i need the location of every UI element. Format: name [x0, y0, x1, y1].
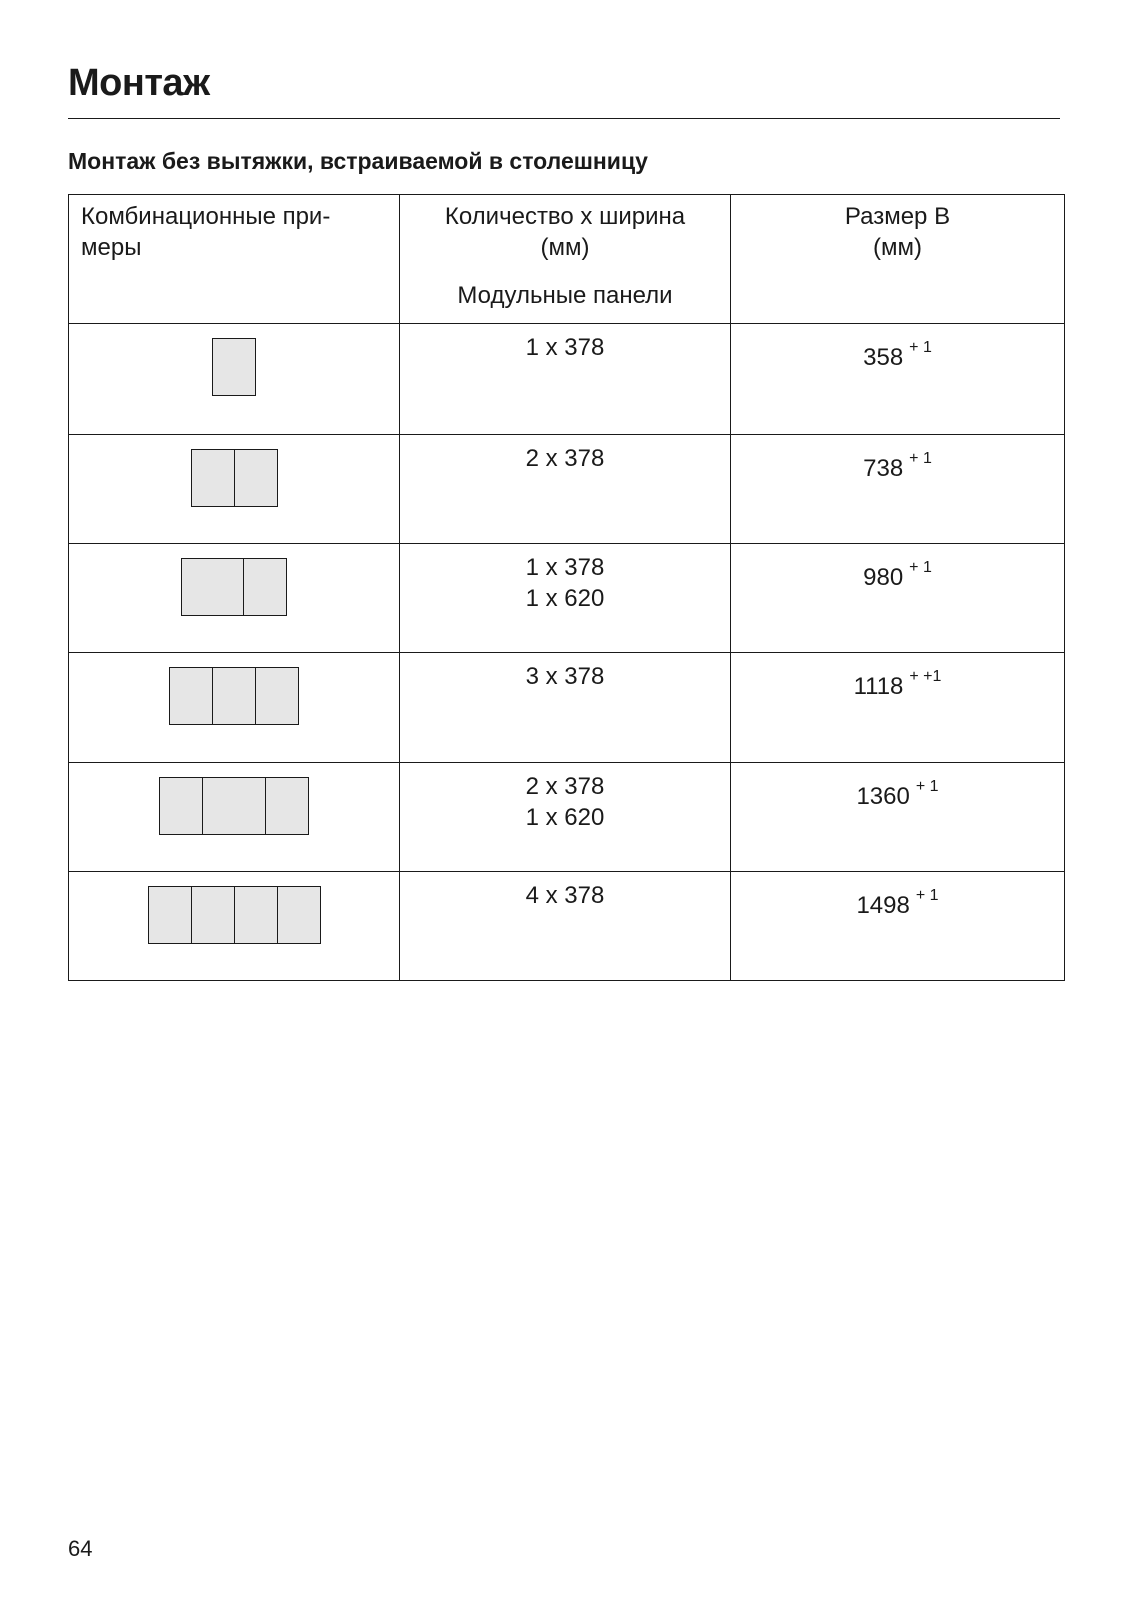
module-panel-378: [159, 777, 203, 835]
quantity-line: 2 x 378: [525, 445, 605, 472]
panel-diagram: [69, 886, 399, 944]
header-size-b: [731, 195, 1065, 324]
combination-diagram-cell: [69, 324, 400, 435]
panel-diagram: [69, 338, 399, 396]
header-col3-line1: Размер B: [844, 203, 951, 230]
table-row: [69, 763, 1065, 872]
header-combination-examples: [69, 195, 400, 324]
size-value: 738: [863, 455, 904, 482]
size-tolerance: + 1: [909, 339, 932, 356]
quantity-line: 1 x 378: [525, 554, 605, 581]
header-quantity-width: [400, 195, 731, 324]
size-value: 1118: [853, 673, 904, 700]
section-subtitle: Монтаж без вытяжки, встраиваемой в столешницу: [68, 148, 648, 174]
module-panel-378: [266, 777, 309, 835]
panel-diagram: [69, 667, 399, 725]
page-title: Монтаж: [68, 62, 210, 104]
table-header-row: [69, 195, 1065, 324]
panel-diagram: [69, 777, 399, 835]
header-col1-line2: меры: [81, 234, 142, 261]
quantity-cell: [400, 324, 731, 435]
quantity-line: 2 x 378: [525, 773, 605, 800]
header-col1-line1: Комбинационные при-: [81, 203, 331, 230]
size-tolerance: + +1: [909, 668, 942, 685]
quantity-line: 1 x 378: [525, 334, 605, 361]
module-panel-378: [148, 886, 192, 944]
size-cell: [731, 763, 1065, 872]
title-divider: [68, 118, 1060, 119]
quantity-cell: [400, 435, 731, 544]
table-row: [69, 324, 1065, 435]
quantity-line: 1 x 620: [525, 804, 605, 831]
combination-diagram-cell: [69, 435, 400, 544]
size-value: 1360: [856, 783, 910, 810]
combination-diagram-cell: [69, 763, 400, 872]
size-cell: [731, 872, 1065, 981]
quantity-cell: [400, 544, 731, 653]
module-panel-378: [169, 667, 213, 725]
combination-diagram-cell: [69, 544, 400, 653]
module-panel-620: [203, 777, 266, 835]
size-cell: [731, 324, 1065, 435]
quantity-cell: [400, 653, 731, 763]
size-cell: [731, 544, 1065, 653]
header-col2-subtitle: Модульные панели: [457, 282, 673, 309]
size-value: 358: [863, 344, 904, 371]
module-panel-378: [235, 449, 278, 507]
module-panel-378: [256, 667, 299, 725]
quantity-cell: [400, 872, 731, 981]
table-row: [69, 435, 1065, 544]
module-panel-378: [235, 886, 278, 944]
header-col2-line2: (мм): [540, 234, 590, 261]
combination-diagram-cell: [69, 653, 400, 763]
module-panel-378: [244, 558, 287, 616]
size-tolerance: + 1: [915, 778, 939, 795]
module-panel-378: [212, 338, 256, 396]
size-tolerance: + 1: [909, 450, 932, 467]
module-panel-378: [192, 886, 235, 944]
quantity-line: 1 x 620: [525, 585, 605, 612]
module-panel-378: [213, 667, 256, 725]
module-panel-378: [191, 449, 235, 507]
size-cell: [731, 653, 1065, 763]
header-col3-line2: (мм): [873, 234, 922, 261]
page-number: 64: [68, 1536, 93, 1561]
panel-diagram: [69, 558, 399, 616]
table-row: [69, 544, 1065, 653]
size-value: 1498: [856, 892, 910, 919]
size-value: 980: [863, 564, 904, 591]
quantity-cell: [400, 763, 731, 872]
combination-diagram-cell: [69, 872, 400, 981]
size-tolerance: + 1: [909, 559, 932, 576]
combination-table: [68, 194, 1065, 981]
table-row: [69, 872, 1065, 981]
module-panel-378: [278, 886, 321, 944]
header-col2-line1: Количество x ширина: [444, 203, 686, 230]
module-panel-620: [181, 558, 244, 616]
size-tolerance: + 1: [915, 887, 939, 904]
quantity-line: 4 x 378: [525, 882, 605, 909]
panel-diagram: [69, 449, 399, 507]
size-cell: [731, 435, 1065, 544]
quantity-line: 3 x 378: [525, 663, 605, 690]
table-row: [69, 653, 1065, 763]
